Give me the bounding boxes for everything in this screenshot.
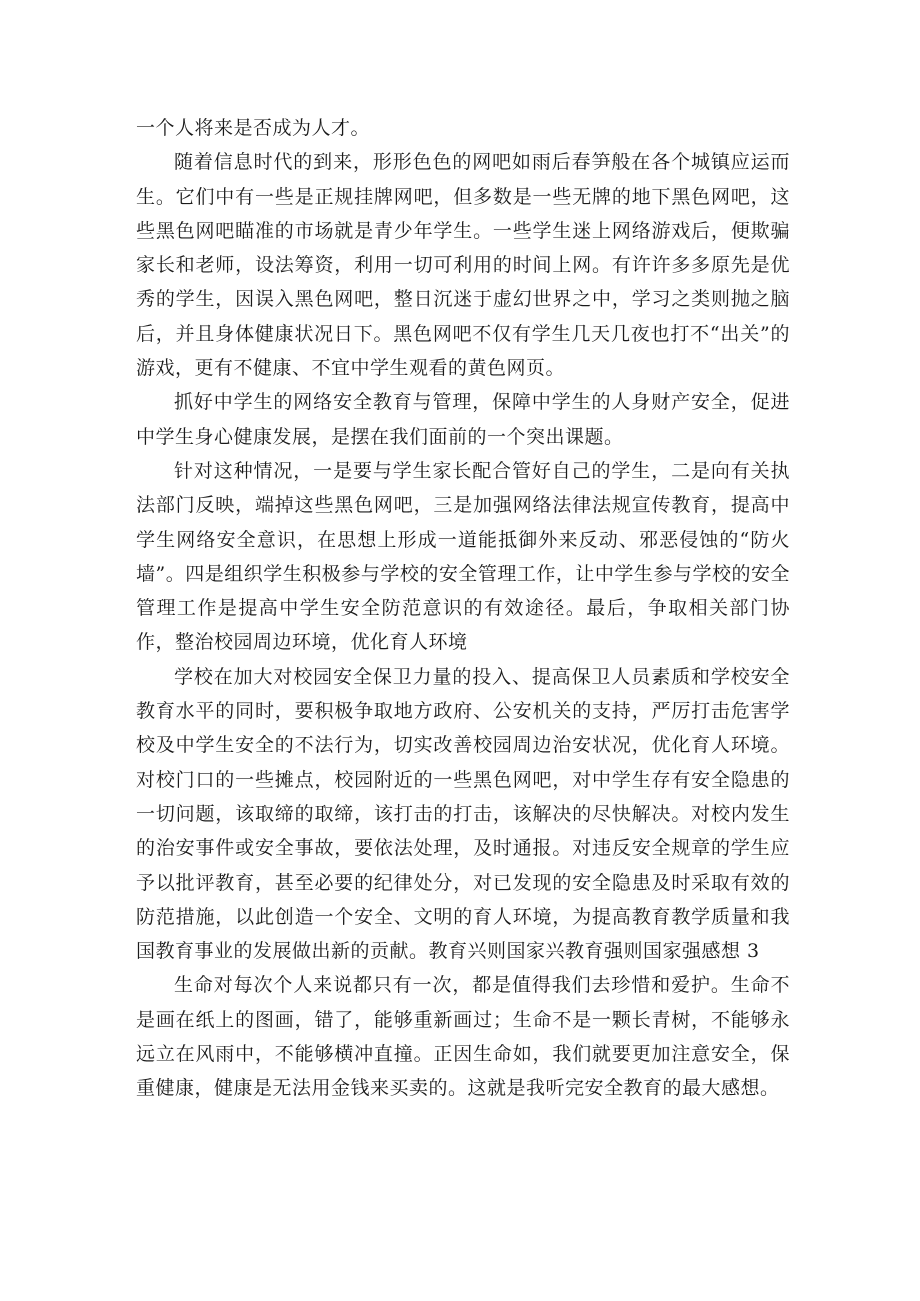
paragraph-continuation: 一个人将来是否成为人才。 [136,117,371,139]
paragraph-school-security: 学校在加大对校园安全保卫力量的投入、提高保卫人员素质和学校安全教育水平的同时，要积极争取地方政府、公安机关的支持，严厉打击危害学校及中学生安全的不法行为，切实改善校园周边治安状况，优化育人环境。对校门口的一些摊点，校园附近的一些黑色网吧，对中学生存有安全隐患的一切问题，该取缔的取缔，该打击的打击，该解决的尽快解决。对校内发生的治安事件或安全事故，要依法处理，及时通报。对违反安全规章的学生应予以批评教育，甚至必要的纪律处分，对已发现的安全隐患及时采取有效的防范措施，以此创造一个安全、文明的育人环境，为提高教育教学质量和我国教育事业的发展做出新的贡献。教育兴则国家兴教育强则国家强感想 3 [136,665,790,963]
paragraph-internet-cafes: 随着信息时代的到来，形形色色的网吧如雨后春笋般在各个城镇应运而生。它们中有一些是正规挂牌网吧，但多数是一些无牌的地下黑色网吧，这些黑色网吧瞄准的市场就是青少年学生。一些学生迷上网络游戏后，便欺骗家长和老师，设法筹资，利用一切可利用的时间上网。有许许多多原先是优秀的学生，因误入黑色网吧，整日沉迷于虚幻世界之中，学习之类则抛之脑后，并且身体健康状况日下。黑色网吧不仅有学生几天几夜也打不“出关”的游戏，更有不健康、不宜中学生观看的黄色网页。 [136,151,790,380]
paragraph-network-safety: 抓好中学生的网络安全教育与管理，保障中学生的人身财产安全，促进中学生身心健康发展，是摆在我们面前的一个突出课题。 [136,391,790,448]
document-body [136,111,790,1106]
paragraph-measures: 针对这种情况，一是要与学生家长配合管好自己的学生，二是向有关执法部门反映，端掉这些黑色网吧，三是加强网络法律法规宣传教育，提高中学生网络安全意识，在思想上形成一道能抵御外来反动、邪恶侵蚀的“防火墙”。四是组织学生积极参与学校的安全管理工作，让中学生参与学校的安全管理工作是提高中学生安全防范意识的有效途径。最后，争取相关部门协作，整治校园周边环境，优化育人环境 [136,459,790,654]
paragraph-life-safety: 生命对每次个人来说都只有一次，都是值得我们去珍惜和爱护。生命不是画在纸上的图画，错了，能够重新画过；生命不是一颗长青树，不能够永远立在风雨中，不能够横冲直撞。正因生命如，我们就要更加注意安全，保重健康，健康是无法用金钱来买卖的。这就是我听完安全教育的最大感想。 [136,974,790,1100]
